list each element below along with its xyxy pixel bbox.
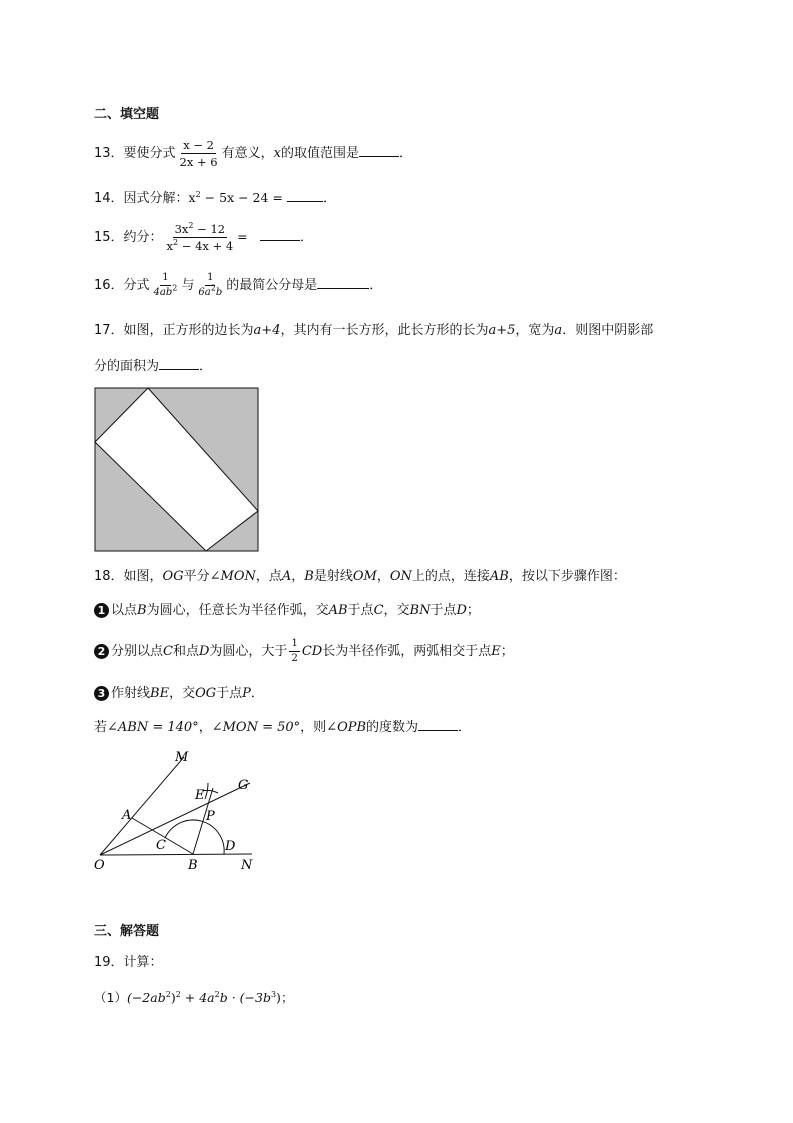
question-19-part-1: [94, 988, 293, 1008]
label-e: E: [195, 788, 205, 803]
q18-step-1: [94, 601, 480, 621]
step-3-marker: 3: [94, 686, 109, 701]
question-18-line-1: [94, 567, 626, 587]
q16-fraction-2: [196, 272, 224, 299]
q15-num-a: 3x: [174, 222, 189, 236]
q18-answer-blank[interactable]: [418, 716, 458, 731]
q15-num-exp: 2: [188, 221, 194, 231]
s1-ab: AB: [328, 603, 348, 618]
q13-text: 有意义，: [221, 146, 274, 161]
q17-end: ．: [199, 359, 213, 374]
s2-half-fraction: [289, 638, 299, 665]
q18-comma-2: ，: [376, 569, 390, 584]
question-17-line-1: [94, 321, 653, 341]
q17-answer-blank[interactable]: [159, 355, 199, 370]
q16-f1-den-exp: 2: [172, 283, 178, 293]
q15-answer-blank[interactable]: [260, 226, 300, 241]
q14-end: ．: [323, 191, 337, 206]
cond-angle-mon: ∠MON = 50°: [211, 720, 301, 735]
q18-text-a: 18．如图，: [94, 569, 163, 584]
ray-on: [100, 854, 252, 855]
q17-text-line2: 分的面积为: [94, 359, 160, 374]
q16-fraction-1: [152, 272, 180, 299]
q18-om: OM: [352, 569, 377, 584]
step-1-marker: 1: [94, 603, 109, 618]
q16-f2-den-b: b: [215, 287, 223, 298]
q14-answer-blank[interactable]: [287, 187, 323, 202]
s2-end: ；: [500, 644, 514, 659]
section-title-fill-in: 二、填空题: [94, 107, 160, 122]
s1-point-d: D: [456, 603, 467, 618]
q18-og: OG: [162, 569, 184, 584]
q19-p1-a: (−2ab: [126, 990, 166, 1005]
q18-text-d: 是射线: [313, 569, 353, 584]
q15-den-b: − 4x + 4: [178, 239, 234, 253]
question-14: [94, 187, 336, 209]
q16-number: 16．分式: [94, 278, 150, 293]
q18-angle-mon: ∠MON: [209, 569, 256, 584]
q18-step-2: [94, 638, 514, 665]
q16-f1-numerator: 1: [160, 272, 170, 286]
q18-point-b: B: [304, 569, 314, 584]
s2-text-e: 长为半径作弧，两弧相交于点: [322, 644, 492, 659]
q15-equals: =: [237, 229, 248, 244]
q18-ab: AB: [489, 569, 509, 584]
cond-text-c: 的度数为: [366, 720, 419, 735]
q19-p1-d: b · (−3b: [219, 990, 271, 1005]
q18-text-f: ，按以下步骤作图：: [508, 569, 626, 584]
cond-text-b: ，则: [300, 720, 327, 735]
q19-p1-e: ): [276, 990, 281, 1005]
s2-point-c: C: [163, 644, 173, 659]
s3-text-a: 作射线: [111, 686, 151, 701]
q14-expr-a: x: [188, 190, 196, 205]
question-16: [94, 272, 382, 299]
q15-den-a: x: [166, 239, 174, 253]
q17-var-a: a: [554, 323, 563, 338]
s2-text-a: 分别以点: [111, 644, 164, 659]
q15-num-b: − 12: [193, 222, 226, 236]
q19-part-1-label: （1）: [94, 990, 127, 1005]
q19-p1-exp1: 2: [165, 989, 171, 999]
label-p: P: [206, 809, 215, 824]
q13-fraction: [178, 138, 220, 169]
q16-f2-denominator: [196, 283, 224, 299]
q15-frac-denominator: [165, 238, 236, 253]
label-b: B: [188, 858, 198, 873]
q13-number: 13．要使分式: [94, 146, 176, 161]
label-a: A: [122, 808, 132, 823]
q14-expr-b: − 5x − 24 =: [200, 190, 283, 205]
q15-end: ．: [300, 230, 314, 245]
s1-text-e: 于点: [430, 603, 457, 618]
q18-construction-figure: [90, 745, 265, 875]
q17-text-c: ，宽为: [515, 323, 555, 338]
q19-p1-exp3: 2: [214, 989, 220, 999]
q16-answer-blank[interactable]: [317, 274, 369, 289]
s3-text-b: ，交: [169, 686, 196, 701]
q15-den-exp: 2: [173, 238, 179, 248]
q14-expr: [189, 190, 283, 205]
q19-p1-c: + 4a: [180, 990, 215, 1005]
q15-fraction: [165, 222, 236, 253]
q18-end: ．: [458, 720, 472, 735]
q19-p1-exp2: 2: [175, 989, 181, 999]
q18-comma-1: ，: [291, 569, 305, 584]
q18-text-c: ，点: [255, 569, 282, 584]
q13-end: ．: [399, 146, 413, 161]
q18-condition: [94, 716, 471, 738]
q19-p1-exp4: 3: [270, 989, 277, 999]
s2-frac-num: 1: [289, 638, 299, 652]
s1-end: ；: [466, 603, 480, 618]
q13-answer-blank[interactable]: [359, 142, 399, 157]
label-o: O: [94, 858, 105, 873]
s3-be: BE: [150, 686, 170, 701]
cond-text-a: 若: [94, 720, 108, 735]
s3-text-c: 于点: [216, 686, 243, 701]
s3-og: OG: [195, 686, 217, 701]
s1-text-c: 于点: [347, 603, 374, 618]
q18-step-3: [94, 684, 264, 704]
q13-frac-denominator: 2x + 6: [179, 155, 218, 169]
s1-point-b: B: [137, 603, 147, 618]
s2-text-b: 和点: [172, 644, 199, 659]
q16-text-end: 的最简公分母是: [226, 278, 318, 293]
s2-frac-den: 2: [291, 653, 298, 664]
q14-exp: 2: [195, 189, 201, 199]
q19-p1-b: ): [170, 990, 176, 1005]
q16-f2-den-a: 6a: [198, 287, 211, 298]
label-g: G: [238, 778, 249, 793]
q18-text-b: 平分: [183, 569, 210, 584]
q16-f1-denominator: [152, 283, 180, 299]
q17-expr-side: a+4: [253, 323, 281, 338]
q19-p1-end: ；: [280, 990, 294, 1005]
section-title-solve: 三、解答题: [94, 924, 160, 939]
cond-angle-opb: ∠OPB: [326, 720, 367, 735]
q16-f2-den-exp: 2: [210, 283, 216, 293]
cond-comma: ，: [198, 720, 212, 735]
q17-text-a: 17．如图，正方形的边长为: [94, 323, 254, 338]
q18-point-a: A: [281, 569, 292, 584]
question-15: [94, 222, 313, 253]
question-17-line-2: [94, 355, 212, 377]
s1-text-a: 以点: [111, 603, 138, 618]
q17-text-b: ，其内有一长方形，此长方形的长为: [280, 323, 489, 338]
q16-f2-numerator: 1: [205, 272, 215, 286]
s2-point-e: E: [491, 644, 501, 659]
label-n: N: [241, 858, 253, 873]
step-2-marker: 2: [94, 644, 109, 659]
q16-mid: 与: [181, 278, 195, 293]
s3-point-p: P: [242, 686, 251, 701]
s1-text-b: 为圆心，任意长为半径作弧，交: [146, 603, 329, 618]
q18-on: ON: [389, 569, 412, 584]
s2-cd: CD: [301, 644, 323, 659]
q17-expr-length: a+5: [488, 323, 516, 338]
arc-e-2: [205, 783, 208, 799]
s3-end: ．: [250, 686, 264, 701]
q17-text-d: ．则图中阴影部: [562, 323, 654, 338]
q16-end: ．: [369, 278, 383, 293]
q16-f1-den-a: 4ab: [153, 287, 173, 298]
question-19-title: 19．计算：: [94, 955, 163, 970]
label-m: M: [175, 750, 189, 765]
q15-number: 15．约分：: [94, 230, 163, 245]
q15-frac-numerator: [173, 222, 228, 238]
s1-bn: BN: [409, 603, 431, 618]
q18-text-e: 上的点，连接: [411, 569, 490, 584]
s1-text-d: ，交: [383, 603, 410, 618]
q13-var: x: [273, 146, 281, 161]
s2-point-d: D: [198, 644, 210, 659]
q14-number: 14．因式分解：: [94, 191, 189, 206]
s1-point-c: C: [373, 603, 384, 618]
q13-frac-numerator: x − 2: [183, 138, 214, 152]
label-c: C: [156, 838, 166, 853]
q13-text-end: 的取值范围是: [280, 146, 359, 161]
cond-angle-abn: ∠ABN = 140°: [107, 720, 199, 735]
q17-square-figure: [94, 387, 260, 553]
label-d: D: [225, 839, 236, 854]
s2-text-c: 为圆心，大于: [209, 644, 288, 659]
ray-om: [100, 757, 184, 855]
question-13: [94, 138, 412, 169]
